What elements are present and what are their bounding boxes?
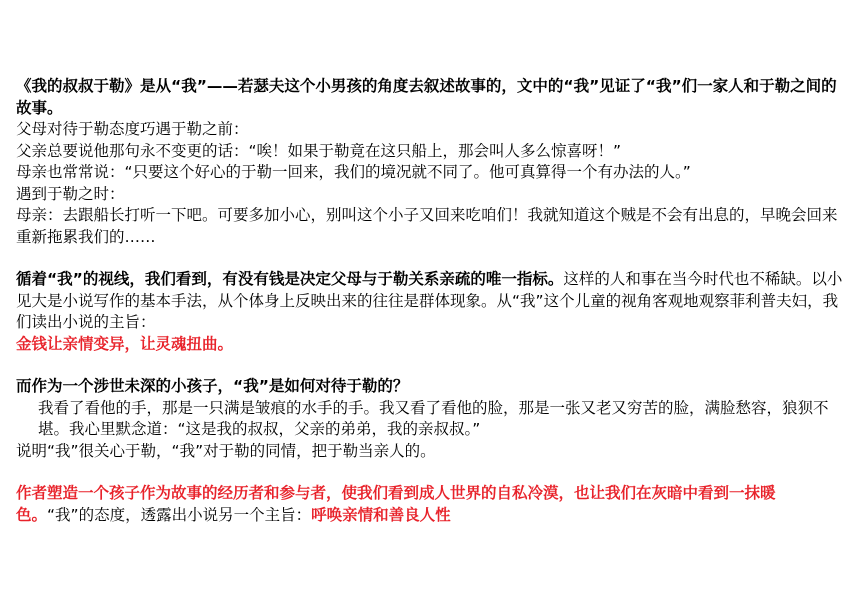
mother-quote-line: 母亲也常常说：“只要这个好心的于勒一回来，我们的境况就不同了。他可真算得一个有办法的人。”: [16, 163, 691, 181]
theme-statement: 金钱让亲情变异，让灵魂扭曲。: [16, 334, 234, 353]
before-meeting-heading: 父母对待于勒态度巧遇于勒之前：: [16, 120, 249, 138]
analysis-bold-lead: 循着“我”的视线，我们看到，有没有钱是决定父母与于勒关系亲疏的唯一指标。: [16, 270, 564, 288]
conclusion-plain: “我”的态度，透露出小说另一个主旨：: [47, 505, 312, 524]
paragraph-spacer: [16, 248, 844, 269]
conclusion-red-end: 呼唤亲情和善良人性: [311, 505, 451, 524]
explanation-line: 说明“我”很关心于勒，“我”对于勒的同情，把于勒当亲人的。: [16, 441, 436, 460]
paragraph-spacer: [16, 355, 844, 376]
analysis-body: 这样的人和事在当今时代也不稀缺。以小见大是小说写作的基本手法，从个体身上反映出来的往往是群体现象。从“我”这个儿童的视角客观地观察菲利普夫妇，我们读出小说的主旨：: [16, 270, 843, 331]
conclusion-paragraph: [16, 483, 844, 526]
text-quote-paragraph: 我看了看他的手，那是一只满是皱痕的水手的手。我又看了看他的脸，那是一张又老又穷苦的脸，满脸愁容，狼狈不堪。我心里默念道：“这是我的叔叔，父亲的弟弟，我的亲叔叔。”: [38, 398, 829, 438]
father-quote-line: 父亲总要说他那句永不变更的话：“唉！如果于勒竟在这只船上，那会叫人多么惊喜呀！”: [16, 141, 622, 160]
meeting-heading: 遇到于勒之时：: [16, 184, 125, 203]
mother-after-quote: 母亲：去跟船长打听一下吧。可要多加小心，别叫这个小子又回来吃咱们！我就知道这个贼是不会有出息的，早晚会回来重新拖累我们的……: [16, 206, 838, 246]
document-body: [16, 76, 844, 526]
conclusion-red-lead: 作者塑造一个孩子作为故事的经历者和参与者，使我们看到成人世界的自私冷漠，也让我们在灰暗中看到一抹暖色。: [16, 484, 776, 524]
intro-paragraph: 《我的叔叔于勒》是从“我”——若瑟夫这个小男孩的角度去叙述故事的，文中的“我”见证了“我”们一家人和于勒之间的故事。: [16, 77, 837, 117]
question-line: 而作为一个涉世未深的小孩子，“我”是如何对待于勒的？: [16, 377, 409, 395]
analysis-paragraph: [16, 269, 844, 334]
paragraph-spacer: [16, 462, 844, 483]
